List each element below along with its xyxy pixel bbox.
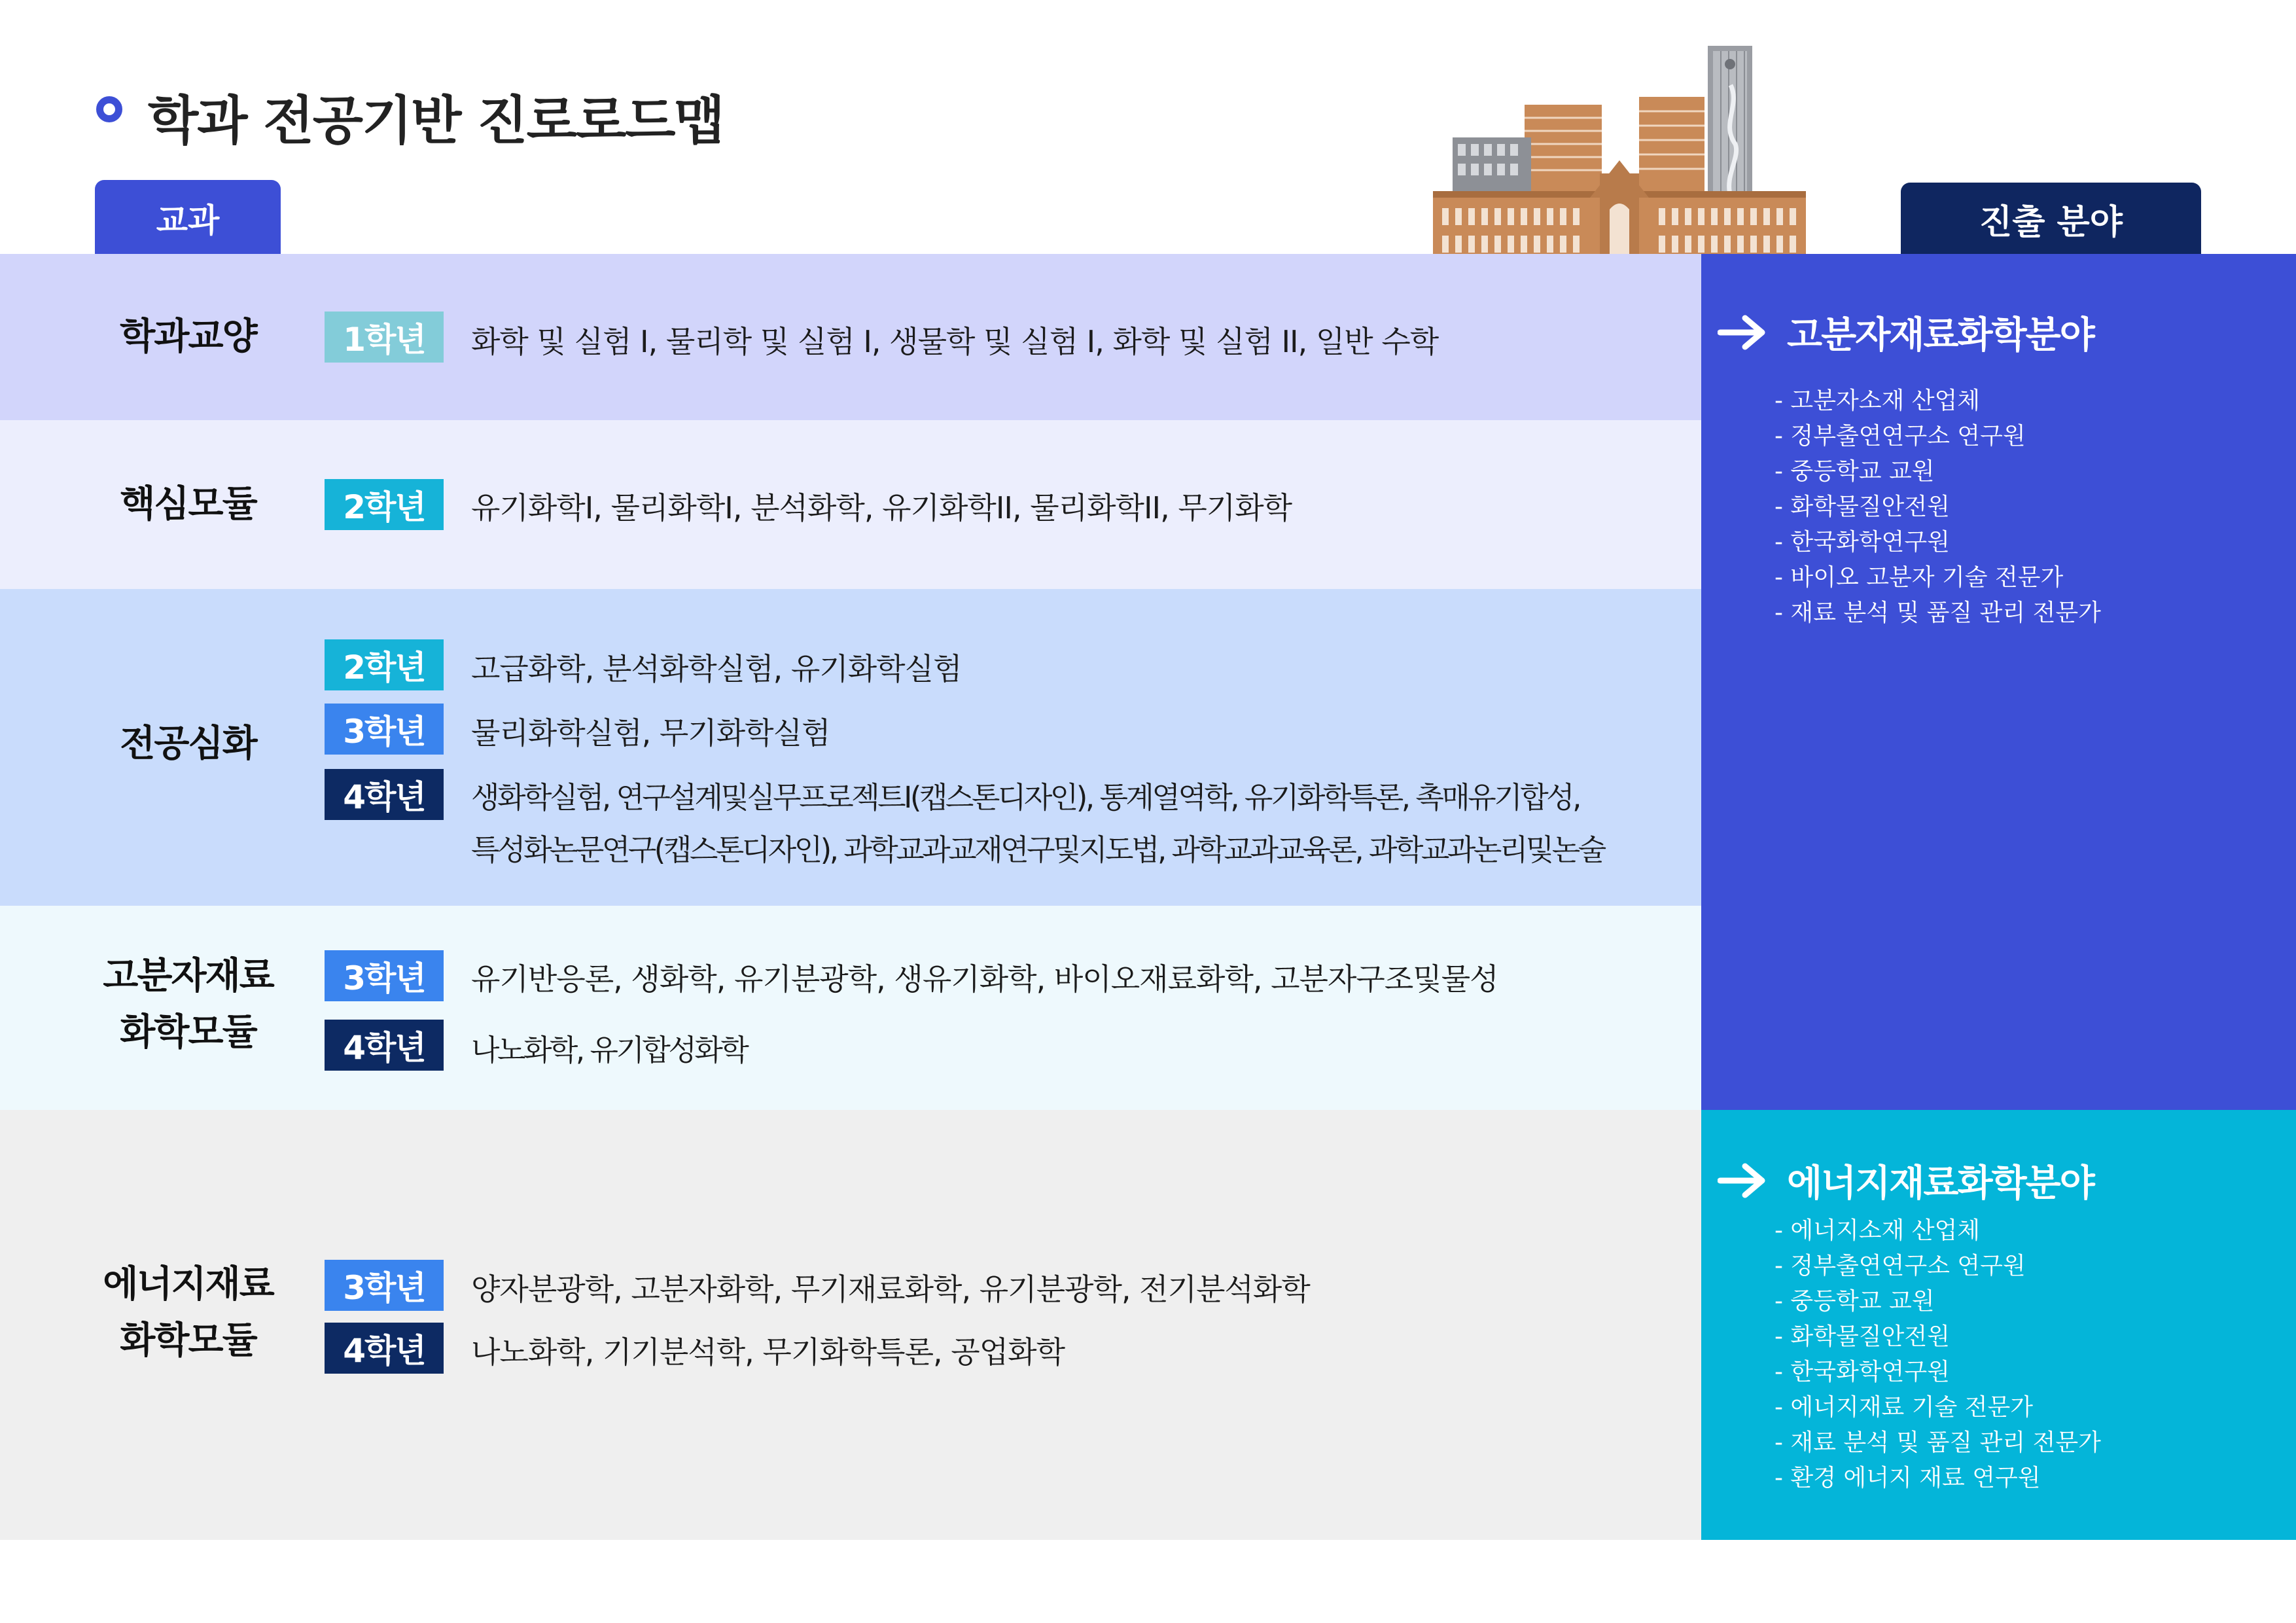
grade-badge: 4학년 [325, 1020, 444, 1071]
grade-badge: 1학년 [325, 312, 444, 363]
category-label-line1: 고분자재료 [103, 955, 274, 997]
tab-career-field: 진출 분야 [1901, 183, 2201, 255]
career-list [1775, 1213, 2101, 1496]
title-bullet-icon [96, 96, 122, 122]
arrow-right-icon [1718, 1162, 1767, 1199]
grade-badge: 3학년 [325, 1260, 444, 1311]
career-title: 에너지재료화학분야 [1787, 1162, 2094, 1205]
course-list: 화학 및 실험 I, 물리학 및 실험 I, 생물학 및 실험 I, 화학 및 실험 II, 일반 수학 [471, 324, 1439, 359]
career-item: - 중등학교 교원 [1775, 1288, 1935, 1315]
course-list: 생화학실험, 연구설계및실무프로젝트I(캡스톤디자인), 통계열역학, 유기화학특론, 촉매유기합성, [471, 780, 1580, 815]
career-panel-energy [1701, 1110, 2296, 1540]
category-label-line2: 화학모듈 [120, 1319, 256, 1362]
grade-badge: 2학년 [325, 639, 444, 690]
category-label-line1: 에너지재료 [103, 1263, 274, 1306]
career-heading [1718, 306, 2094, 359]
grade-badge: 4학년 [325, 1323, 444, 1374]
career-item: - 에너지재료 기술 전문가 [1775, 1394, 2034, 1421]
career-heading [1718, 1154, 2094, 1207]
tab-subject: 교과 [95, 180, 281, 255]
row-energy-module [0, 1110, 1701, 1540]
course-list-continued: 특성화논문연구(캡스톤디자인), 과학교과교재연구및지도법, 과학교과교육론, 과학교과논리및논술 [471, 832, 1604, 867]
career-title: 고분자재료화학분야 [1787, 314, 2094, 357]
course-list: 양자분광학, 고분자화학, 무기재료화학, 유기분광학, 전기분석화학 [471, 1272, 1310, 1307]
grade-badge: 4학년 [325, 769, 444, 820]
career-item: - 화학물질안전원 [1775, 1323, 1950, 1350]
category-label: 핵심모듈 [120, 483, 256, 526]
row-polymer-module [0, 906, 1701, 1110]
course-list: 유기반응론, 생화학, 유기분광학, 생유기화학, 바이오재료화학, 고분자구조및물성 [471, 961, 1498, 997]
campus-building-illustration [1433, 46, 1806, 255]
career-item: - 정부출연연구소 연구원 [1775, 423, 2026, 450]
career-list [1775, 383, 2101, 631]
grade-badge: 3학년 [325, 704, 444, 755]
career-item: - 에너지소재 산업체 [1775, 1217, 1981, 1244]
career-item: - 재료 분석 및 품질 관리 전문가 [1775, 599, 2101, 626]
category-label: 전공심화 [120, 722, 256, 765]
career-item: - 중등학교 교원 [1775, 458, 1935, 485]
career-item: - 화학물질안전원 [1775, 493, 1950, 520]
career-item: - 한국화학연구원 [1775, 529, 1950, 556]
course-list: 고급화학, 분석화학실험, 유기화학실험 [471, 651, 962, 687]
course-list: 나노화학, 기기분석학, 무기화학특론, 공업화학 [471, 1334, 1065, 1370]
career-item: - 바이오 고분자 기술 전문가 [1775, 564, 2064, 591]
course-list: 물리화학실험, 무기화학실험 [471, 715, 830, 751]
row-major-advanced [0, 589, 1701, 906]
row-core-module [0, 420, 1701, 589]
career-item: - 정부출연연구소 연구원 [1775, 1253, 2026, 1279]
page-title: 학과 전공기반 진로로드맵 [148, 90, 724, 151]
career-item: - 한국화학연구원 [1775, 1359, 1950, 1385]
row-general-education [0, 254, 1701, 420]
career-item: - 환경 에너지 재료 연구원 [1775, 1465, 2041, 1491]
career-panel-polymer [1701, 254, 2296, 1110]
grade-badge: 2학년 [325, 479, 444, 530]
category-label-line2: 화학모듈 [120, 1011, 256, 1054]
grade-badge: 3학년 [325, 950, 444, 1001]
course-list: 유기화학I, 물리화학I, 분석화학, 유기화학II, 물리화학II, 무기화학 [471, 490, 1292, 526]
category-label: 학과교양 [120, 315, 256, 358]
career-item: - 재료 분석 및 품질 관리 전문가 [1775, 1429, 2101, 1456]
career-item: - 고분자소재 산업체 [1775, 387, 1981, 414]
arrow-right-icon [1718, 314, 1767, 351]
course-list: 나노화학, 유기합성화학 [471, 1033, 747, 1067]
